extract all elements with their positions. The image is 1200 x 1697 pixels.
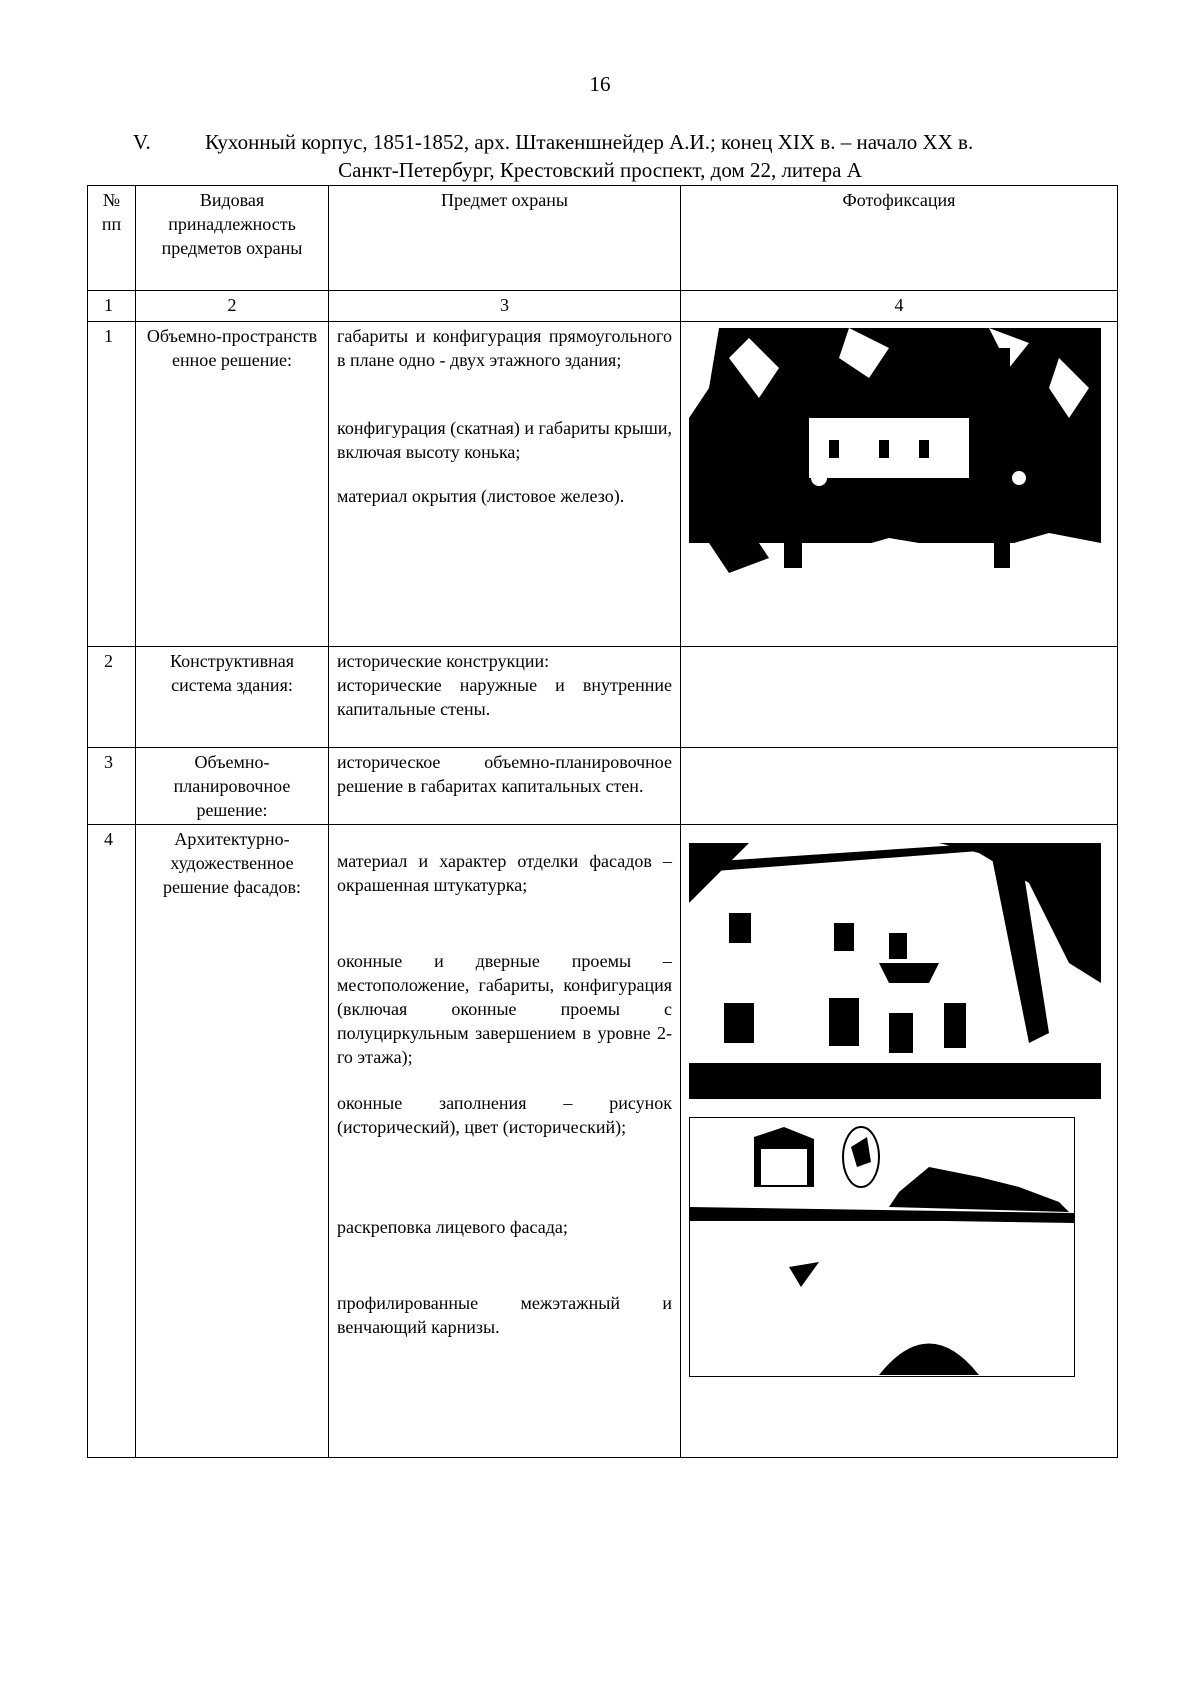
protection-item: конфигурация (скатная) и габариты крыши, включая высоту конька; <box>337 418 672 462</box>
table-row <box>88 322 1118 647</box>
row-category: Объемно-пространственное решение: <box>136 322 329 647</box>
protection-item: исторические конструкции: <box>337 651 550 671</box>
column-index: 2 <box>136 291 329 322</box>
row-number: 4 <box>88 825 136 1458</box>
page-number: 16 <box>589 72 611 96</box>
building-photo <box>689 328 1101 610</box>
protection-item: профилированные межэтажный и венчающий карнизы. <box>337 1293 672 1337</box>
row-photo-cell <box>681 825 1118 1458</box>
protection-item: материал и характер отделки фасадов – окрашенная штукатурка; <box>337 851 672 895</box>
row-photo-cell <box>681 748 1118 825</box>
row-items <box>329 647 681 748</box>
protection-item: материал окрытия (листовое железо). <box>337 486 625 506</box>
protection-item: исторические наружные и внутренние капитальные стены. <box>337 675 672 719</box>
protection-item: историческое объемно-планировочное решение в габаритах капитальных стен. <box>337 752 672 796</box>
column-index-row <box>88 291 1118 322</box>
row-category: Объемно-планировочное решение: <box>136 748 329 825</box>
facade-photo <box>689 843 1101 1099</box>
cornice-detail-photo <box>689 1117 1075 1377</box>
header-number: № пп <box>88 186 136 291</box>
row-photo-cell <box>681 647 1118 748</box>
document-title <box>133 130 1113 155</box>
column-index: 4 <box>681 291 1118 322</box>
column-index: 3 <box>329 291 681 322</box>
row-category: Архитектурно-художественное решение фасадов: <box>136 825 329 1458</box>
header-photo: Фотофиксация <box>681 186 1118 291</box>
protection-item: габариты и конфигурация прямоугольного в плане одно - двух этажного здания; <box>337 326 672 370</box>
row-items <box>329 748 681 825</box>
header-category: Видовая принадлежность предметов охраны <box>136 186 329 291</box>
row-number: 2 <box>88 647 136 748</box>
table-row <box>88 748 1118 825</box>
row-category: Конструктивная система здания: <box>136 647 329 748</box>
row-items <box>329 322 681 647</box>
column-index: 1 <box>88 291 136 322</box>
protection-items-table <box>87 185 1118 1458</box>
protection-item: раскреповка лицевого фасада; <box>337 1217 568 1237</box>
table-row <box>88 825 1118 1458</box>
protection-item: оконные и дверные проемы – местоположение, габариты, конфигурация (включая оконные проемы с полуциркульным завершением в уровне 2-го этажа); <box>337 951 672 1067</box>
protection-item: оконные заполнения – рисунок (исторический), цвет (исторический); <box>337 1093 672 1137</box>
row-number: 1 <box>88 322 136 647</box>
object-title: Кухонный корпус, 1851-1852, арх. Штакеншнейдер А.И.; конец XIX в. – начало XX в. <box>205 130 974 154</box>
table-row <box>88 647 1118 748</box>
row-number: 3 <box>88 748 136 825</box>
row-photo-cell <box>681 322 1118 647</box>
row-items <box>329 825 681 1458</box>
object-address: Санкт-Петербург, Крестовский проспект, дом 22, литера А <box>338 158 862 182</box>
section-roman-numeral: V. <box>133 130 151 154</box>
header-protection-subject: Предмет охраны <box>329 186 681 291</box>
table-header-row <box>88 186 1118 291</box>
